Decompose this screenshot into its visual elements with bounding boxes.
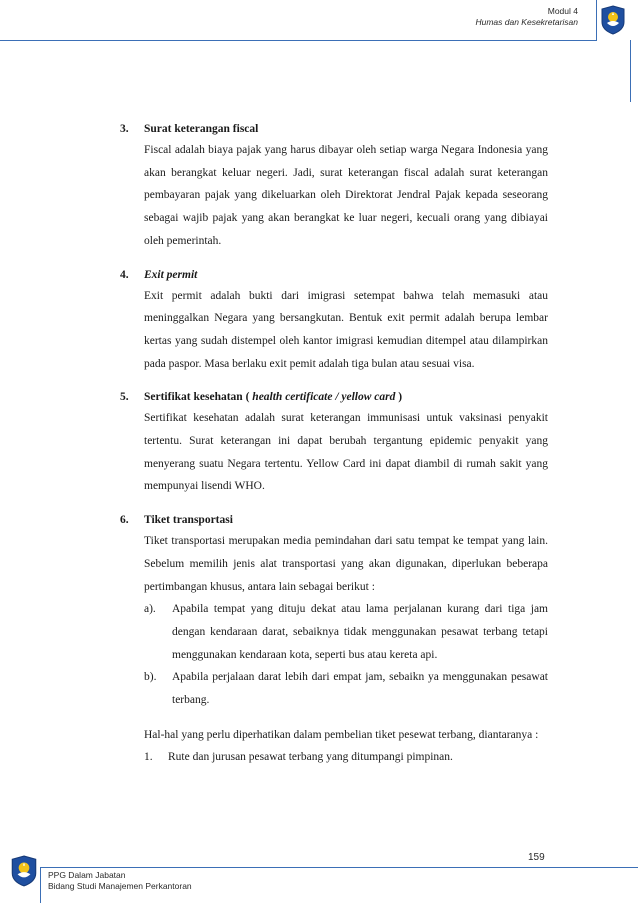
list-marker: a).: [144, 603, 156, 616]
section-tiket-transportasi: [120, 513, 548, 769]
header-rule: [0, 40, 597, 41]
tut-wuri-handayani-logo: [10, 855, 38, 887]
module-subtitle: Humas dan Kesekretarisan: [475, 17, 578, 27]
list-marker: b).: [144, 671, 157, 684]
header-divider: [596, 0, 597, 40]
list-item: [144, 598, 548, 666]
title-suffix: ): [395, 391, 403, 404]
list-item-text: Rute dan jurusan pesawat terbang yang ditumpangi pimpinan.: [168, 751, 453, 764]
list-item-text: Apabila tempat yang dituju dekat atau lama perjalanan kurang dari tiga jam dengan kendaraan darat, sebaiknya tidak menggunakan pesawat terbang tetapi menggunakan kendaraan kota, seperti bus atau kereta api.: [172, 603, 548, 661]
paragraph: Fiscal adalah biaya pajak yang harus dibayar oleh setiap warga Negara Indonesia yang akan berangkat keluar negeri. Jadi, surat keterangan fiscal adalah surat keterangan pembayaran pajak yang dikeluarkan oleh Direktorat Jendral Pajak kepada seseorang sebagai wajib pajak yang akan berangkat ke luar negeri, kecuali orang yang dibiayai oleh pemerintah.: [144, 144, 548, 247]
section-title: [144, 390, 548, 404]
list-item: [144, 746, 548, 769]
running-footer: [48, 870, 192, 892]
paragraph: Tiket transportasi merupakan media pemindahan dari satu tempat ke tempat yang lain. Sebelum memilih jenis alat transportasi yang akan digunakan, diperlukan beberapa pertimbangan khusus, antara lain sebagai berikut :: [144, 535, 548, 593]
paragraph: Sertifikat kesehatan adalah surat keterangan immunisasi untuk vaksinasi penyakit tertentu. Surat keterangan ini dapat berubah tergantung epidemic penyakit yang menyerang suatu Negara tertentu. Yellow Card ini dapat diambil di rumah sakit yang mempunyai lisendi WHO.: [144, 412, 548, 493]
page-content: [120, 122, 548, 769]
section-title: Tiket transportasi: [144, 514, 233, 527]
title-prefix: Sertifikat kesehatan (: [144, 391, 253, 404]
section-body: [144, 285, 548, 376]
section-surat-keterangan-fiscal: [120, 122, 548, 253]
footer-divider: [40, 867, 41, 903]
list-item-text: Apabila perjalaan darat lebih dari empat jam, sebaikn ya menggunakan pesawat terbang.: [172, 671, 548, 707]
section-number: 3.: [120, 123, 129, 135]
margin-rule: [630, 40, 631, 102]
section-number: 5.: [120, 391, 129, 404]
section-body: [144, 139, 548, 253]
section-body: [144, 530, 548, 769]
footer-program: PPG Dalam Jabatan: [48, 870, 126, 880]
module-label: Modul 4: [547, 6, 578, 16]
section-exit-permit: [120, 268, 548, 376]
section-title: Exit permit: [144, 268, 198, 281]
section-number: 4.: [120, 268, 129, 281]
paragraph: Hal-hal yang perlu diperhatikan dalam pembelian tiket pesewat terbang, diantaranya :: [144, 728, 539, 741]
section-number: 6.: [120, 514, 129, 527]
list-marker: 1.: [144, 751, 153, 764]
page-number: 159: [528, 852, 545, 863]
title-italic: health certificate / yellow card: [252, 391, 396, 404]
section-body: [144, 407, 548, 498]
tut-wuri-handayani-logo: [600, 5, 626, 35]
footer-rule: [40, 867, 638, 868]
section-title: Surat keterangan fiscal: [144, 123, 259, 135]
section-sertifikat-kesehatan: [120, 390, 548, 498]
footer-field: Bidang Studi Manajemen Perkantoran: [48, 881, 192, 891]
running-header: [475, 6, 578, 28]
list-item: [144, 666, 548, 711]
paragraph: Exit permit adalah bukti dari imigrasi setempat bahwa telah memasuki atau meninggalkan Negara yang bersangkutan. Bentuk exit permit adalah berupa lembar kertas yang sudah distempel oleh kantor imigrasi kemudian ditempel atau dilampirkan pada paspor. Masa berlaku exit pemit adalah tiga bulan atau sesuai visa.: [144, 289, 548, 370]
